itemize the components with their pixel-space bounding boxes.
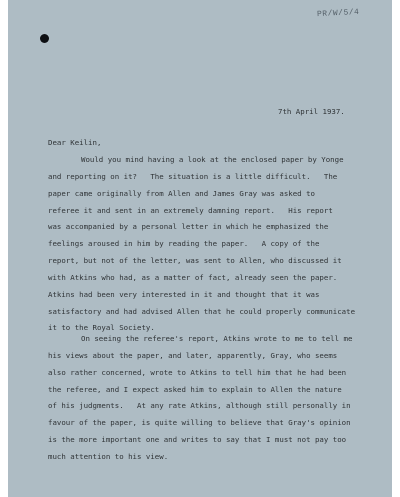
paragraph-line: Would you mind having a look at the enclosed paper by Yonge bbox=[81, 155, 344, 164]
paragraph-line: satisfactory and had advised Allen that he could properly communicate bbox=[48, 306, 356, 316]
paragraph-line: it to the Royal Society. bbox=[48, 323, 155, 333]
paragraph-1 bbox=[48, 152, 368, 337]
letter-page bbox=[8, 0, 392, 497]
paragraph-line: On seeing the referee's report, Atkins wrote to me to tell me bbox=[81, 334, 353, 343]
salutation: Dear Keilin, bbox=[48, 138, 102, 147]
paragraph-line: report, but not of the letter, was sent to Allen, who discussed it bbox=[48, 256, 342, 266]
paragraph-line: his views about the paper, and later, apparently, Gray, who seems bbox=[48, 350, 338, 360]
paragraph-line: was accompanied by a personal letter in which he emphasized the bbox=[48, 222, 329, 232]
paragraph-line: also rather concerned, wrote to Atkins to tell him that he had been bbox=[48, 367, 347, 377]
letter-date: 7th April 1937. bbox=[278, 107, 345, 116]
paragraph-line: referee it and sent in an extremely damning report. His report bbox=[48, 205, 333, 215]
paragraph-line: the referee, and I expect asked him to explain to Allen the nature bbox=[48, 384, 342, 394]
paragraph-line: and reporting on it? The situation is a little difficult. The bbox=[48, 171, 338, 181]
paragraph-line: Atkins had been very interested in it and thought that it was bbox=[48, 289, 320, 299]
paragraph-line: with Atkins who had, as a matter of fact, already seen the paper. bbox=[48, 272, 338, 282]
paragraph-line: is the more important one and writes to say that I must not pay too bbox=[48, 435, 347, 445]
punch-hole bbox=[40, 34, 49, 43]
paragraph-2 bbox=[48, 331, 368, 466]
paragraph-line: of his judgments. At any rate Atkins, although still personally in bbox=[48, 401, 351, 411]
paragraph-line: favour of the paper, is quite willing to believe that Gray's opinion bbox=[48, 418, 351, 428]
paragraph-line: much attention to his view. bbox=[48, 451, 169, 461]
paragraph-line: paper came originally from Allen and James Gray was asked to bbox=[48, 188, 315, 198]
archive-reference: PR/W/5/4 bbox=[316, 7, 360, 20]
paragraph-line: feelings aroused in him by reading the paper. A copy of the bbox=[48, 239, 320, 249]
